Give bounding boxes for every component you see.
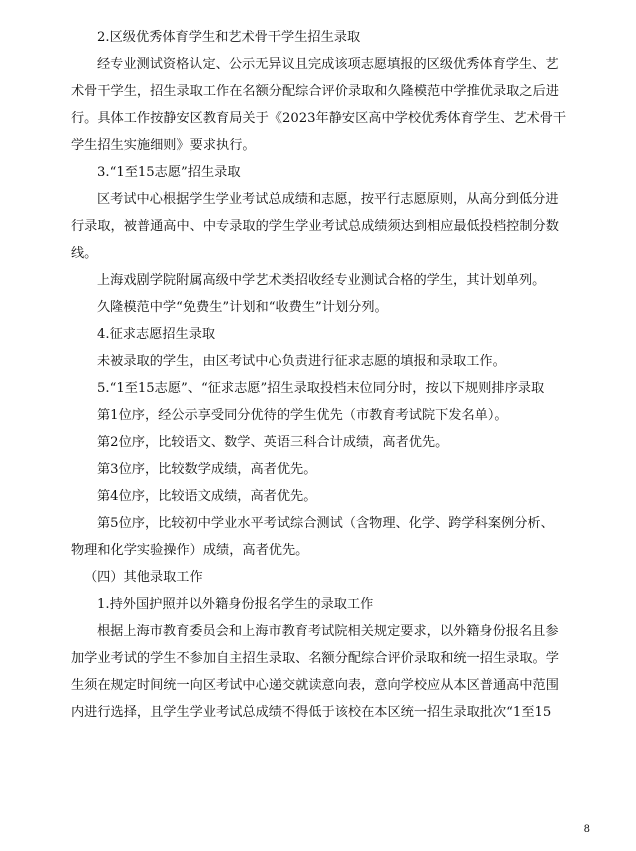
rule-item: 第3位序，比较数学成绩，高者优先。 xyxy=(97,462,317,477)
paragraph-line: 根据上海市教育委员会和上海市教育考试院相关规定要求，以外籍身份报名且参 xyxy=(97,624,559,639)
heading-foreign-passport: 1.持外国护照并以外籍身份报名学生的录取工作 xyxy=(97,597,374,612)
paragraph-line: 加学业考试的学生不参加自主招生录取、名额分配综合评价录取和统一招生录取。学 xyxy=(71,651,559,666)
paragraph-line: 学生招生实施细则》要求执行。 xyxy=(71,138,256,153)
paragraph-line: 上海戏剧学院附属高级中学艺术类招收经专业测试合格的学生，其计划单列。 xyxy=(97,273,546,288)
heading-1-to-15: 3.“1至15志愿”招生录取 xyxy=(97,165,241,180)
paragraph-line: 经专业测试资格认定、公示无异议且完成该项志愿填报的区级优秀体育学生、艺 xyxy=(97,57,559,72)
paragraph-line: 术骨干学生，招生录取工作在名额分配综合评价录取和久隆模范中学推优录取之后进 xyxy=(71,84,559,99)
rule-item: 物理和化学实验操作）成绩，高者优先。 xyxy=(71,543,309,558)
paragraph-line: 久隆模范中学“免费生”计划和“收费生”计划分列。 xyxy=(97,300,388,315)
rule-item: 第4位序，比较语文成绩，高者优先。 xyxy=(97,489,317,504)
section-heading-other: （四）其他录取工作 xyxy=(84,570,203,585)
heading-tie-rules: 5.“1至15志愿”、“征求志愿”招生录取投档末位同分时，按以下规则排序录取 xyxy=(97,381,545,396)
paragraph-line: 行录取，被普通高中、中专录取的学生学业考试总成绩须达到相应最低投档控制分数 xyxy=(71,219,559,234)
paragraph-line: 区考试中心根据学生学业考试总成绩和志愿，按平行志愿原则，从高分到低分进 xyxy=(97,192,559,207)
paragraph-line: 行。具体工作按静安区教育局关于《2023年静安区高中学校优秀体育学生、艺术骨干 xyxy=(71,111,567,126)
rule-item: 第1位序，经公示享受同分优待的学生优先（市教育考试院下发名单）。 xyxy=(97,408,508,423)
rule-item: 第5位序，比较初中学业水平考试综合测试（含物理、化学、跨学科案例分析、 xyxy=(97,516,554,531)
page-number: 8 xyxy=(583,824,590,835)
paragraph-line: 线。 xyxy=(71,246,98,261)
heading-sports-arts: 2.区级优秀体育学生和艺术骨干学生招生录取 xyxy=(97,30,361,45)
rule-item: 第2位序，比较语文、数学、英语三科合计成绩，高者优先。 xyxy=(97,435,449,450)
paragraph-line: 生须在规定时间统一向区考试中心递交就读意向表，意向学校应从本区普通高中范围 xyxy=(71,678,559,693)
paragraph-line: 未被录取的学生，由区考试中心负责进行征求志愿的填报和录取工作。 xyxy=(97,354,506,369)
paragraph-line: 内进行选择，且学生学业考试总成绩不得低于该校在本区统一招生录取批次“1至15 xyxy=(71,705,552,720)
heading-solicitation: 4.征求志愿招生录取 xyxy=(97,327,216,342)
